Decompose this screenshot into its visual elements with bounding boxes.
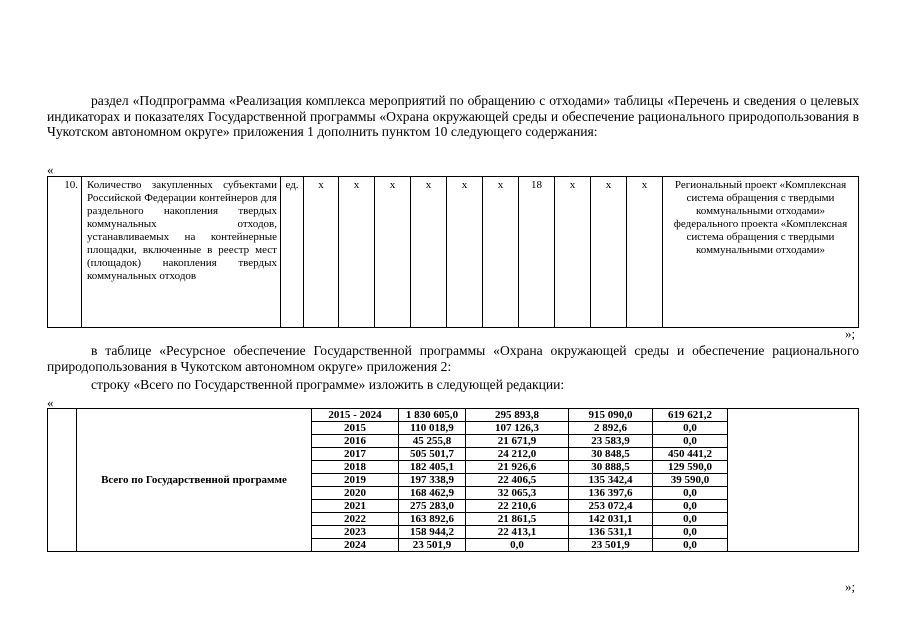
- table1-close-quote: »;: [845, 326, 856, 341]
- value-cell: х: [627, 177, 663, 328]
- value-cell: х: [411, 177, 447, 328]
- value-cell: х: [375, 177, 411, 328]
- value-cell: х: [304, 177, 339, 328]
- period-cell: 2022: [312, 513, 399, 526]
- period-cell: 2020: [312, 487, 399, 500]
- row-number: 10.: [48, 177, 82, 328]
- other-cell: 0,0: [653, 513, 728, 526]
- intro-text: раздел «Подпрограмма «Реализация комплекса мероприятий по обращению с отходами» таблицы «Перечень и сведения о целевых индикаторах и показателях Государственной программы «Охрана окружающей среды и обеспечение рационального природопользования в Чукотском автономном округе» приложения 1 дополнить пунктом 10 следующего содержания:: [47, 93, 859, 140]
- total-cell: 45 255,8: [399, 435, 466, 448]
- resources-text: в таблице «Ресурсное обеспечение Государственной программы «Охрана окружающей среды и обеспечение рационального природопользования в Чукотском автономном округе» приложения 2:: [47, 343, 859, 374]
- regional-cell: 136 531,1: [569, 526, 653, 539]
- total-cell: 505 501,7: [399, 448, 466, 461]
- intro-open-quote: «: [47, 162, 54, 177]
- instruction-text: строку «Всего по Государственной программе» изложить в следующей редакции:: [91, 377, 565, 392]
- regional-cell: 253 072,4: [569, 500, 653, 513]
- regional-cell: 23 583,9: [569, 435, 653, 448]
- federal-cell: 295 893,8: [466, 409, 569, 422]
- total-cell: 23 501,9: [399, 539, 466, 552]
- federal-cell: 22 406,5: [466, 474, 569, 487]
- total-cell: 275 283,0: [399, 500, 466, 513]
- regional-cell: 142 031,1: [569, 513, 653, 526]
- value-cell: х: [483, 177, 519, 328]
- instruction-paragraph: [47, 377, 859, 393]
- table-row: [48, 409, 859, 422]
- other-cell: 0,0: [653, 500, 728, 513]
- period-cell: 2023: [312, 526, 399, 539]
- other-cell: 0,0: [653, 539, 728, 552]
- value-cell: х: [555, 177, 591, 328]
- period-cell: 2015: [312, 422, 399, 435]
- row-label: Всего по Государственной программе: [77, 409, 312, 552]
- period-cell: 2015 - 2024: [312, 409, 399, 422]
- value-cell: х: [339, 177, 375, 328]
- other-cell: 0,0: [653, 435, 728, 448]
- period-cell: 2017: [312, 448, 399, 461]
- federal-cell: 22 210,6: [466, 500, 569, 513]
- total-cell: 168 462,9: [399, 487, 466, 500]
- regional-cell: 135 342,4: [569, 474, 653, 487]
- other-cell: 450 441,2: [653, 448, 728, 461]
- table2-close-quote: »;: [845, 579, 856, 594]
- regional-cell: 915 090,0: [569, 409, 653, 422]
- indicator-description: Количество закупленных субъектами Российской Федерации контейнеров для раздельного накопления твердых коммунальных отходов, устанавливаемых на контейнерные площадки, включенные в реестр мест (площадок) накопления твердых коммунальных отходов: [82, 177, 281, 328]
- federal-cell: 22 413,1: [466, 526, 569, 539]
- federal-cell: 32 065,3: [466, 487, 569, 500]
- other-cell: 0,0: [653, 526, 728, 539]
- table-row: [48, 177, 859, 328]
- period-cell: 2024: [312, 539, 399, 552]
- period-cell: 2018: [312, 461, 399, 474]
- total-cell: 197 338,9: [399, 474, 466, 487]
- federal-cell: 21 861,5: [466, 513, 569, 526]
- period-cell: 2021: [312, 500, 399, 513]
- period-cell: 2016: [312, 435, 399, 448]
- regional-cell: 136 397,6: [569, 487, 653, 500]
- federal-cell: 107 126,3: [466, 422, 569, 435]
- unit-cell: ед.: [281, 177, 304, 328]
- empty-cell: [728, 409, 859, 552]
- regional-cell: 2 892,6: [569, 422, 653, 435]
- period-cell: 2019: [312, 474, 399, 487]
- total-cell: 1 830 605,0: [399, 409, 466, 422]
- regional-cell: 30 888,5: [569, 461, 653, 474]
- total-cell: 158 944,2: [399, 526, 466, 539]
- total-cell: 163 892,6: [399, 513, 466, 526]
- other-cell: 39 590,0: [653, 474, 728, 487]
- value-cell: х: [447, 177, 483, 328]
- federal-cell: 21 671,9: [466, 435, 569, 448]
- federal-cell: 24 212,0: [466, 448, 569, 461]
- intro-paragraph: [47, 93, 859, 140]
- value-cell: х: [591, 177, 627, 328]
- other-cell: 0,0: [653, 422, 728, 435]
- other-cell: 0,0: [653, 487, 728, 500]
- regional-cell: 23 501,9: [569, 539, 653, 552]
- total-cell: 110 018,9: [399, 422, 466, 435]
- resources-open-quote: «: [47, 395, 54, 410]
- indicator-table: [47, 176, 859, 328]
- resources-paragraph: [47, 343, 859, 374]
- blank-cell: [48, 409, 77, 552]
- resources-table: [47, 408, 859, 552]
- other-cell: 129 590,0: [653, 461, 728, 474]
- project-cell: Региональный проект «Комплексная система обращения с твердыми коммунальными отходами» федерального проекта «Комплексная система обращения с твердыми коммунальными отходами»: [663, 177, 859, 328]
- value-cell: 18: [519, 177, 555, 328]
- federal-cell: 0,0: [466, 539, 569, 552]
- total-cell: 182 405,1: [399, 461, 466, 474]
- federal-cell: 21 926,6: [466, 461, 569, 474]
- regional-cell: 30 848,5: [569, 448, 653, 461]
- other-cell: 619 621,2: [653, 409, 728, 422]
